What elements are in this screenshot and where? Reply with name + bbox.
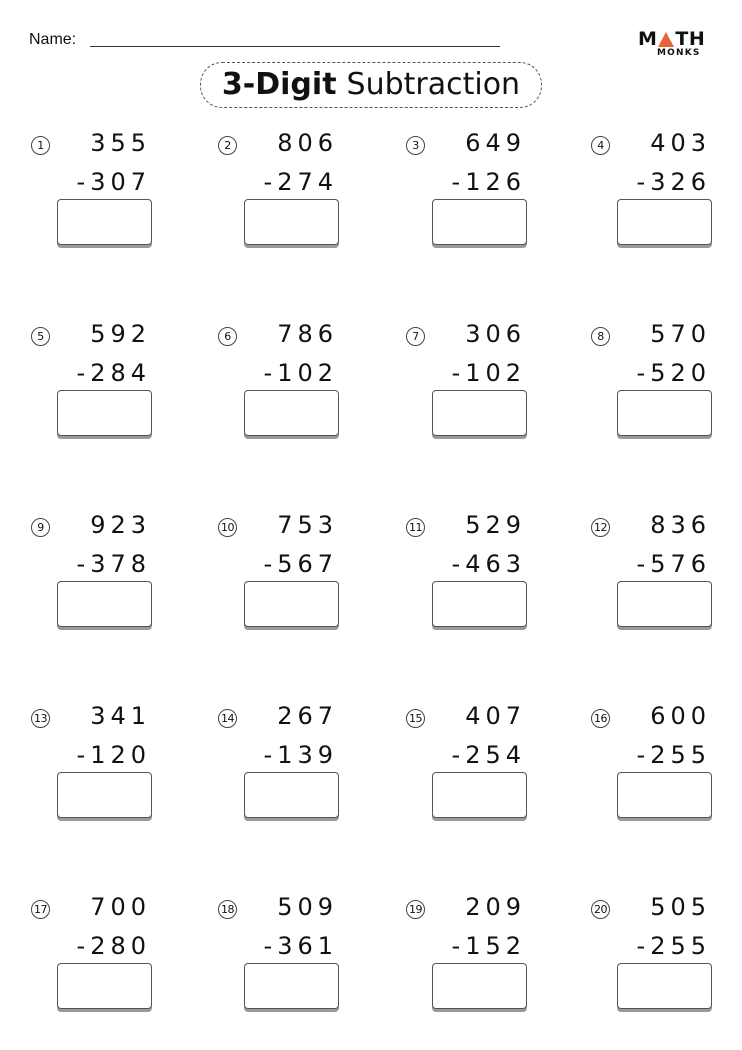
minuend: 529 bbox=[465, 511, 526, 539]
minuend: 592 bbox=[90, 320, 151, 348]
problem-number-badge: 4 bbox=[591, 136, 610, 155]
logo-letter-m: M bbox=[638, 28, 658, 50]
problem-item bbox=[406, 320, 576, 457]
answer-box[interactable] bbox=[57, 772, 152, 818]
answer-box[interactable] bbox=[432, 581, 527, 627]
logo-math-text bbox=[638, 28, 705, 50]
minuend: 407 bbox=[465, 702, 526, 730]
problem-number-badge: 10 bbox=[218, 518, 237, 537]
subtrahend: -520 bbox=[636, 359, 711, 387]
answer-box[interactable] bbox=[57, 963, 152, 1009]
minuend: 806 bbox=[277, 129, 338, 157]
minuend: 267 bbox=[277, 702, 338, 730]
problem-number-badge: 19 bbox=[406, 900, 425, 919]
answer-box[interactable] bbox=[57, 199, 152, 245]
minuend: 341 bbox=[90, 702, 151, 730]
subtrahend: -567 bbox=[263, 550, 338, 578]
subtrahend: -102 bbox=[263, 359, 338, 387]
problem-item bbox=[406, 702, 576, 839]
subtrahend: -463 bbox=[451, 550, 526, 578]
subtrahend: -126 bbox=[451, 168, 526, 196]
problem-number-badge: 9 bbox=[31, 518, 50, 537]
minuend: 700 bbox=[90, 893, 151, 921]
subtrahend: -326 bbox=[636, 168, 711, 196]
answer-box[interactable] bbox=[57, 581, 152, 627]
title-bold-part: 3-Digit bbox=[221, 67, 337, 102]
problem-number-badge: 16 bbox=[591, 709, 610, 728]
problem-number-badge: 20 bbox=[591, 900, 610, 919]
problem-item bbox=[591, 320, 742, 457]
problem-number-badge: 3 bbox=[406, 136, 425, 155]
problem-item bbox=[218, 702, 388, 839]
minuend: 649 bbox=[465, 129, 526, 157]
minuend: 753 bbox=[277, 511, 338, 539]
subtrahend: -378 bbox=[76, 550, 151, 578]
problem-item bbox=[31, 893, 201, 1030]
problem-item bbox=[591, 702, 742, 839]
subtrahend: -120 bbox=[76, 741, 151, 769]
subtrahend: -274 bbox=[263, 168, 338, 196]
answer-box[interactable] bbox=[244, 772, 339, 818]
triangle-icon bbox=[658, 32, 674, 47]
subtrahend: -576 bbox=[636, 550, 711, 578]
problem-number-badge: 1 bbox=[31, 136, 50, 155]
worksheet-title bbox=[200, 62, 542, 108]
answer-box[interactable] bbox=[617, 199, 712, 245]
problem-item bbox=[31, 320, 201, 457]
problem-item bbox=[31, 511, 201, 648]
problem-number-badge: 2 bbox=[218, 136, 237, 155]
problem-item bbox=[406, 511, 576, 648]
answer-box[interactable] bbox=[617, 963, 712, 1009]
minuend: 355 bbox=[90, 129, 151, 157]
problem-number-badge: 18 bbox=[218, 900, 237, 919]
title-normal-part: Subtraction bbox=[346, 67, 521, 102]
minuend: 403 bbox=[650, 129, 711, 157]
answer-box[interactable] bbox=[244, 199, 339, 245]
problem-number-badge: 15 bbox=[406, 709, 425, 728]
subtrahend: -102 bbox=[451, 359, 526, 387]
answer-box[interactable] bbox=[617, 772, 712, 818]
answer-box[interactable] bbox=[244, 963, 339, 1009]
problem-item bbox=[591, 511, 742, 648]
minuend: 306 bbox=[465, 320, 526, 348]
name-input-line[interactable] bbox=[90, 46, 500, 47]
name-label: Name: bbox=[29, 31, 77, 48]
subtrahend: -139 bbox=[263, 741, 338, 769]
minuend: 505 bbox=[650, 893, 711, 921]
answer-box[interactable] bbox=[432, 772, 527, 818]
answer-box[interactable] bbox=[432, 199, 527, 245]
subtrahend: -255 bbox=[636, 741, 711, 769]
subtrahend: -254 bbox=[451, 741, 526, 769]
minuend: 600 bbox=[650, 702, 711, 730]
problem-number-badge: 14 bbox=[218, 709, 237, 728]
problem-number-badge: 17 bbox=[31, 900, 50, 919]
problem-item bbox=[31, 129, 201, 266]
problem-number-badge: 11 bbox=[406, 518, 425, 537]
problem-item bbox=[31, 702, 201, 839]
answer-box[interactable] bbox=[57, 390, 152, 436]
minuend: 209 bbox=[465, 893, 526, 921]
problem-item bbox=[218, 320, 388, 457]
problem-item bbox=[406, 129, 576, 266]
problem-item bbox=[406, 893, 576, 1030]
answer-box[interactable] bbox=[617, 581, 712, 627]
problem-item bbox=[218, 893, 388, 1030]
minuend: 786 bbox=[277, 320, 338, 348]
math-monks-logo bbox=[638, 28, 718, 62]
minuend: 509 bbox=[277, 893, 338, 921]
problem-item bbox=[218, 511, 388, 648]
problem-number-badge: 6 bbox=[218, 327, 237, 346]
subtrahend: -152 bbox=[451, 932, 526, 960]
minuend: 836 bbox=[650, 511, 711, 539]
answer-box[interactable] bbox=[432, 390, 527, 436]
problem-item bbox=[591, 893, 742, 1030]
minuend: 570 bbox=[650, 320, 711, 348]
problem-item bbox=[591, 129, 742, 266]
problem-number-badge: 8 bbox=[591, 327, 610, 346]
problem-number-badge: 13 bbox=[31, 709, 50, 728]
subtrahend: -280 bbox=[76, 932, 151, 960]
answer-box[interactable] bbox=[244, 581, 339, 627]
answer-box[interactable] bbox=[244, 390, 339, 436]
answer-box[interactable] bbox=[617, 390, 712, 436]
problem-item bbox=[218, 129, 388, 266]
subtrahend: -307 bbox=[76, 168, 151, 196]
problem-number-badge: 5 bbox=[31, 327, 50, 346]
subtrahend: -284 bbox=[76, 359, 151, 387]
problem-number-badge: 7 bbox=[406, 327, 425, 346]
subtrahend: -361 bbox=[263, 932, 338, 960]
answer-box[interactable] bbox=[432, 963, 527, 1009]
problem-number-badge: 12 bbox=[591, 518, 610, 537]
subtrahend: -255 bbox=[636, 932, 711, 960]
logo-letters-th: TH bbox=[675, 28, 706, 50]
logo-monks-text: MONKS bbox=[657, 48, 701, 58]
minuend: 923 bbox=[90, 511, 151, 539]
